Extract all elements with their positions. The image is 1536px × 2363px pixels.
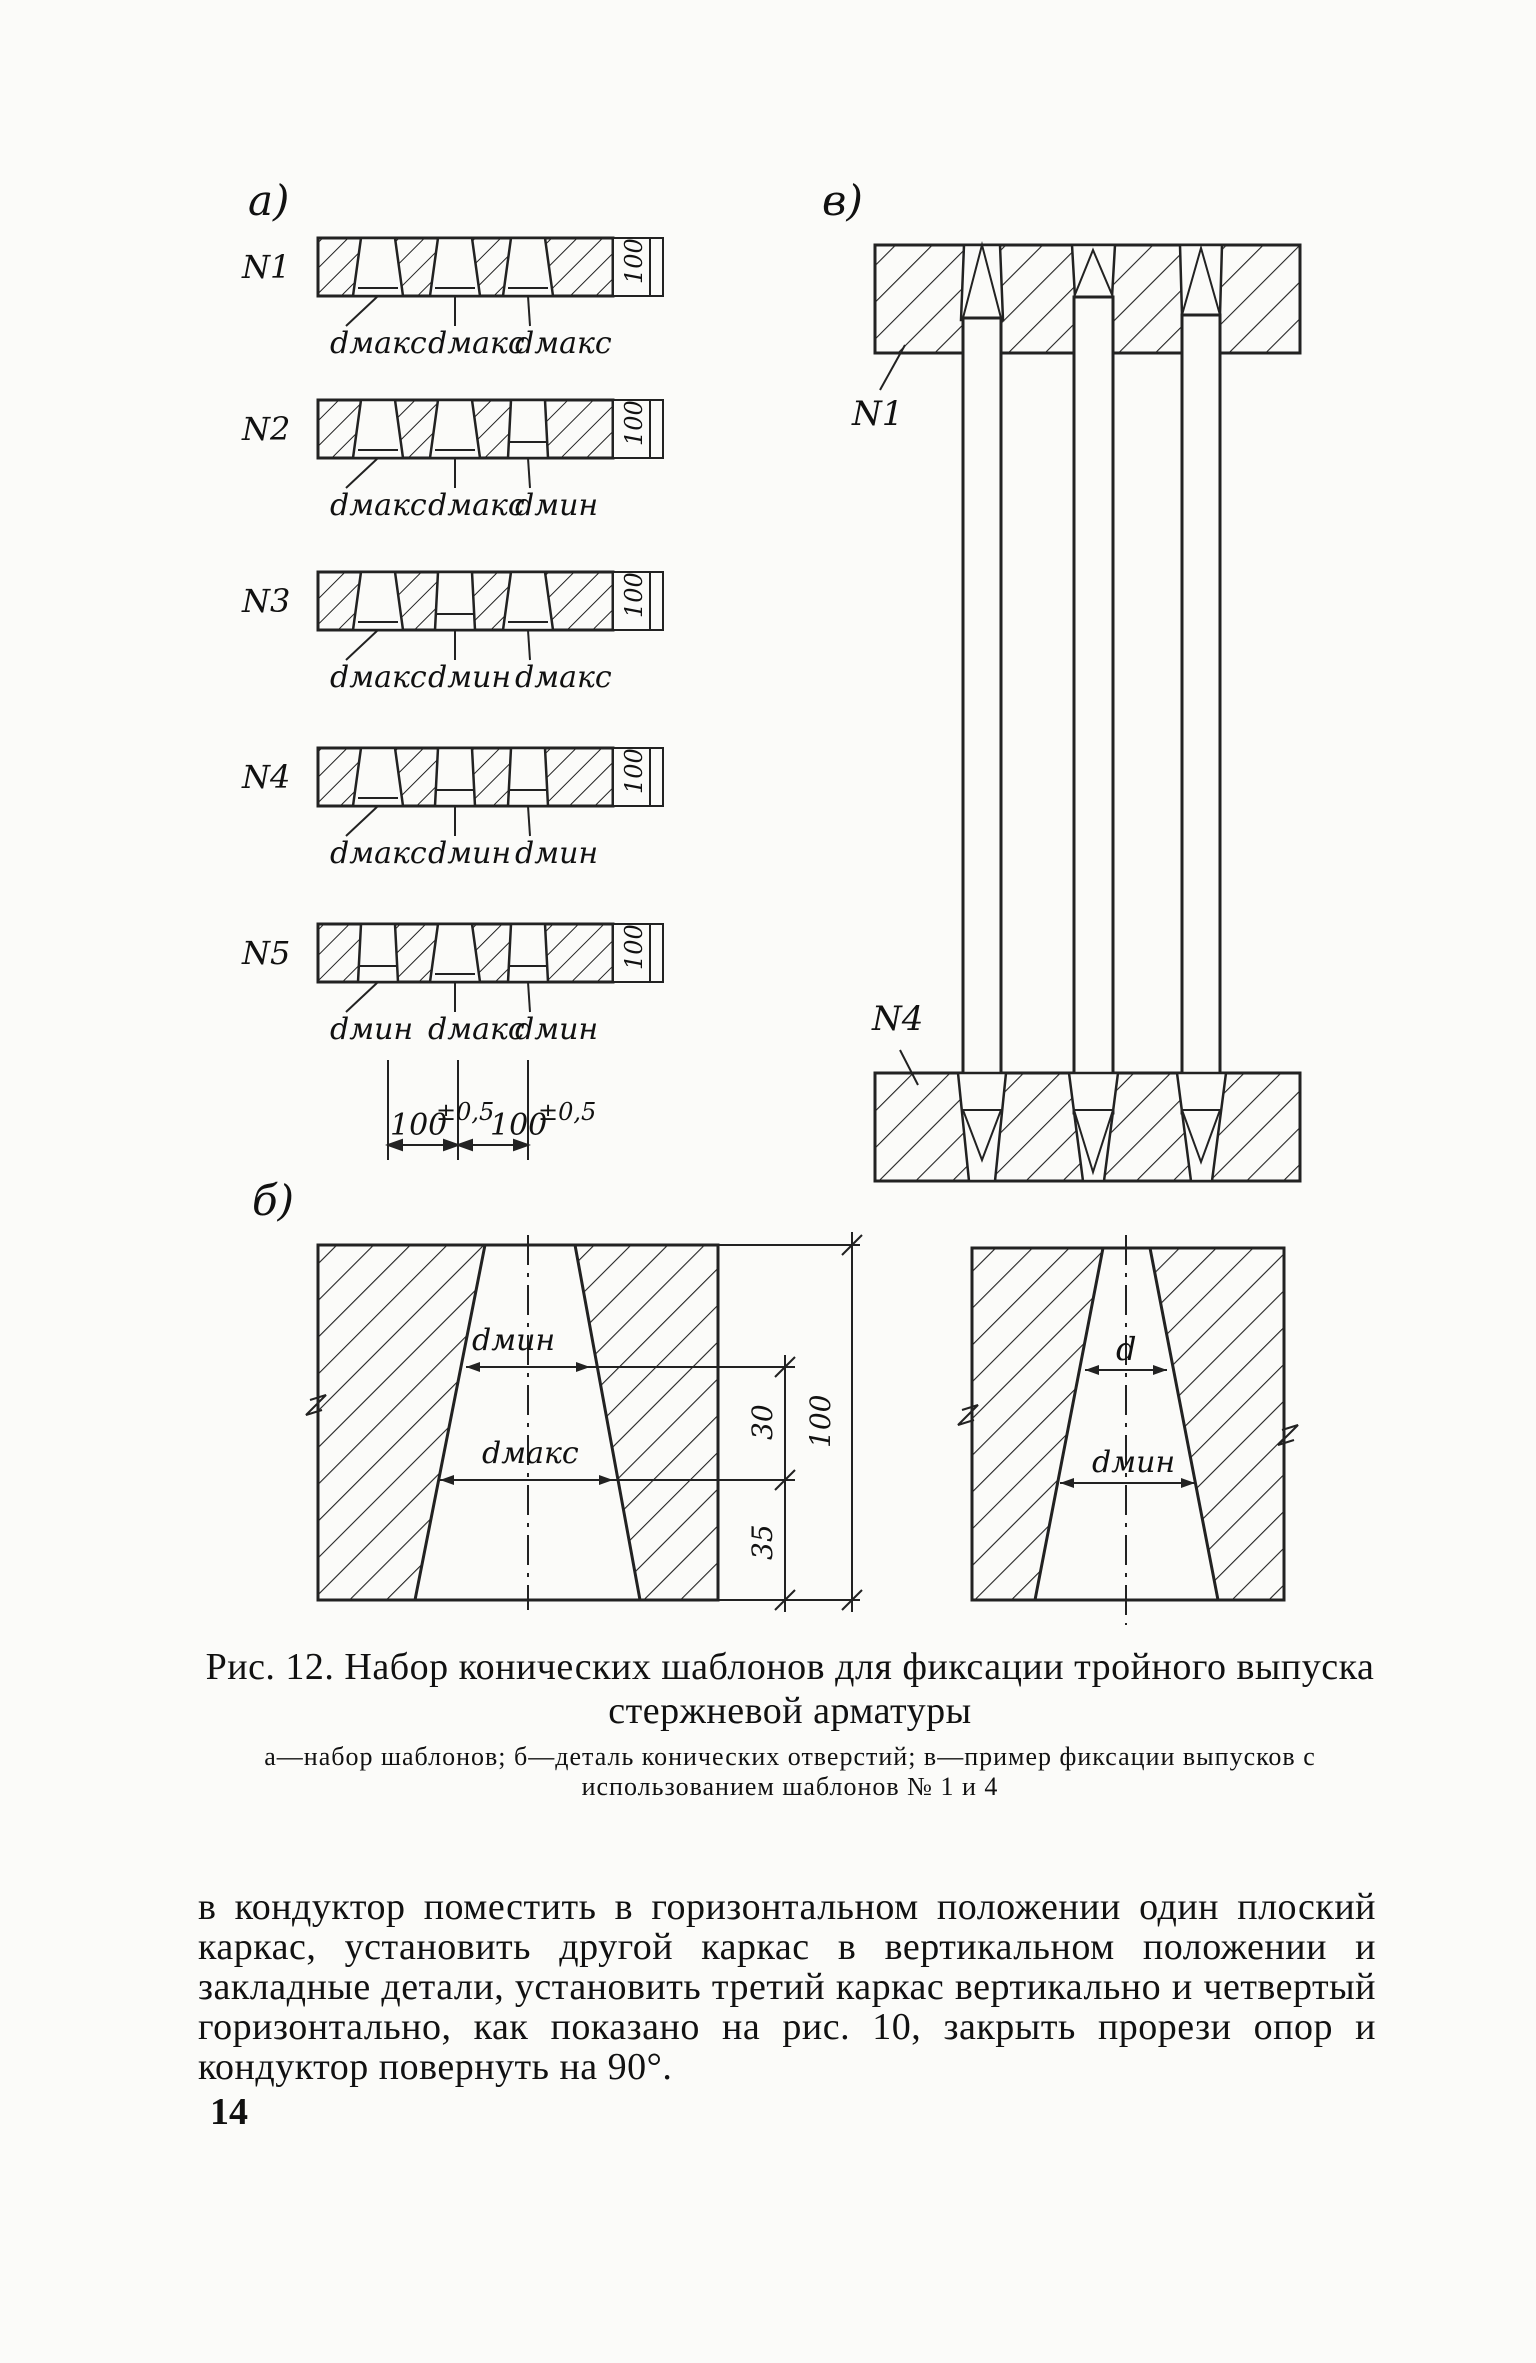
template-set <box>241 238 663 1047</box>
template-height-label: 100 <box>620 924 648 970</box>
dim-30: 30 <box>746 1404 779 1440</box>
template-height-label: 100 <box>620 748 648 794</box>
hole-diameter-label: dмакс <box>515 326 612 361</box>
bottom-template-label: N4 <box>872 999 924 1039</box>
d-max-label-left: dмакс <box>482 1436 579 1471</box>
top-template-label: N1 <box>852 394 904 434</box>
page-number: 14 <box>210 2091 248 2133</box>
conical-hole <box>358 924 398 982</box>
spacing-tol-second: ±0,5 <box>538 1098 597 1126</box>
body-paragraph: в кондуктор поместить в горизонтальном положении один плоский каркас, установить другой каркас в вертикальном положении и закладные детали, установить третий каркас вертикально и четвертый горизонтально, как показано на рис. 10, закрыть прорези опор и кондуктор повернуть на 90°. <box>198 1886 1376 2088</box>
hole-diameter-label: dмин <box>428 836 512 871</box>
d-min-label-left: dмин <box>472 1323 556 1358</box>
hole-diameter-label: dмакс <box>428 1012 525 1047</box>
hole-diameter-label: dмакс <box>330 836 427 871</box>
template-height-label: 100 <box>620 572 648 618</box>
figure-caption-title: Рис. 12. Набор конических шаблонов для фиксации тройного выпуска стержневой арматуры <box>205 1646 1375 1732</box>
dim-35: 35 <box>746 1524 779 1560</box>
template-name-label: N5 <box>242 934 291 972</box>
conical-hole <box>435 572 475 630</box>
template-height-label: 100 <box>620 238 648 284</box>
template-name-label: N3 <box>242 582 291 620</box>
template-n5 <box>241 924 663 1047</box>
hole-diameter-label: dмакс <box>330 326 427 361</box>
template-name-label: N4 <box>242 758 291 796</box>
template-n2 <box>241 400 663 523</box>
d-label-right: d <box>1116 1330 1137 1368</box>
template-n1 <box>241 238 663 361</box>
hole-diameter-label: dмин <box>515 488 599 523</box>
figure-caption-subtitle: а—набор шаблонов; б—деталь конических отверстий; в—пример фиксации выпусков с использованием шаблонов № 1 и 4 <box>264 1742 1316 1801</box>
panel-v-label: в) <box>822 176 863 225</box>
template-name-label: N2 <box>242 410 291 448</box>
hole-diameter-label: dмакс <box>428 326 525 361</box>
conical-hole <box>508 924 548 982</box>
template-name-label: N1 <box>242 248 291 286</box>
template-n3 <box>241 572 663 695</box>
hole-diameter-label: dмакс <box>428 488 525 523</box>
dim-100: 100 <box>804 1394 837 1448</box>
bar-middle <box>1074 297 1113 1113</box>
spacing-100-first: 100 <box>390 1108 448 1143</box>
template-height-label: 100 <box>620 400 648 446</box>
hole-diameter-label: dмин <box>330 1012 414 1047</box>
hole-diameter-label: dмакс <box>515 660 612 695</box>
hole-diameter-label: dмин <box>515 836 599 871</box>
hole-diameter-label: dмин <box>428 660 512 695</box>
bar-left <box>963 318 1001 1113</box>
conical-hole <box>435 748 475 806</box>
conical-hole <box>508 400 548 458</box>
panel-a-label: а) <box>248 176 290 225</box>
d-min-label-right: dмин <box>1092 1445 1176 1480</box>
spacing-100-second: 100 <box>490 1108 548 1143</box>
conical-hole <box>508 748 548 806</box>
hole-diameter-label: dмакс <box>330 488 427 523</box>
conical-hole-detail-right <box>958 1235 1298 1625</box>
assembly-example <box>875 245 1300 1181</box>
spacing-tol-first: ±0,5 <box>436 1098 495 1126</box>
panel-b-label: б) <box>252 1176 295 1225</box>
template-n4 <box>241 748 663 871</box>
bar-right <box>1182 315 1220 1113</box>
hole-diameter-label: dмакс <box>330 660 427 695</box>
hole-diameter-label: dмин <box>515 1012 599 1047</box>
